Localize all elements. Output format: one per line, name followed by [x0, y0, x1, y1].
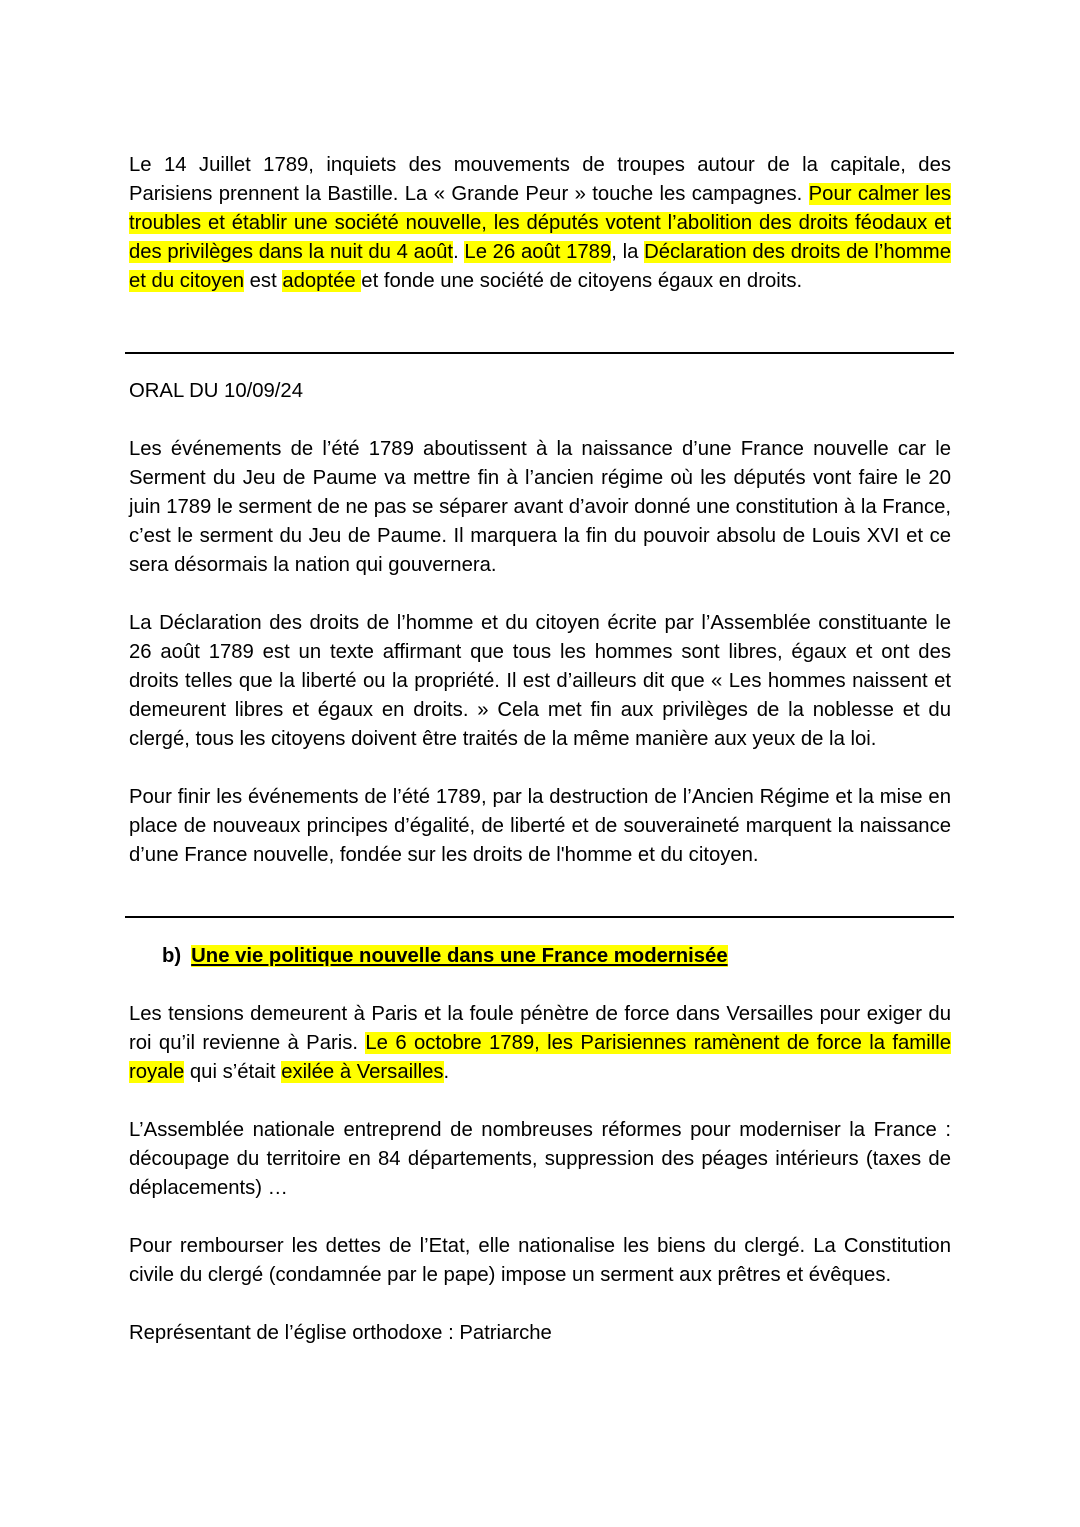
- divider: [125, 352, 954, 354]
- text-segment: .: [453, 241, 465, 263]
- paragraph: Représentant de l’église orthodoxe : Patriarche: [129, 1322, 552, 1344]
- text-segment: Le 14 Juillet 1789, inquiets des mouvements de troupes autour de la capitale, des Parisiens prennent la Bastille. La « Grande Peur » touche les campagnes.: [129, 154, 951, 205]
- oral-paragraph: Les événements de l’été 1789 aboutissent à la naissance d’une France nouvelle car le Serment du Jeu de Paume va mettre fin à l’ancien régime où les députés vont faire le 20 juin 1789 le serment de ne pas se séparer avant d’avoir donné une constitution à la France, c’est le serment du Jeu de Paume. Il marquera la fin du pouvoir absolu de Louis XVI et ce sera désormais la nation qui gouvernera.: [129, 438, 951, 576]
- paragraph-intro: [129, 151, 951, 296]
- section-title: Une vie politique nouvelle dans une France modernisée: [191, 945, 728, 967]
- document-page: [129, 151, 951, 296]
- paragraph: L’Assemblée nationale entreprend de nombreuses réformes pour moderniser la France : découpage du territoire en 84 départements, suppression des péages intérieurs (taxes de déplacements) …: [129, 1119, 951, 1199]
- highlighted-text: Déclaration des droits de l’homme et du citoyen: [129, 241, 951, 292]
- highlighted-text: Le 6 octobre 1789, les Parisiennes ramènent de force la famille royale: [129, 1032, 951, 1083]
- paragraph: [129, 1000, 951, 1087]
- section-marker: b): [162, 945, 182, 967]
- section-b: [129, 942, 951, 1348]
- divider: [125, 916, 954, 918]
- highlighted-text: adoptée: [282, 270, 362, 292]
- text-segment: Les tensions demeurent à Paris et la foule pénètre de force dans Versailles pour exiger du roi qu’il revienne à Paris.: [129, 1003, 951, 1054]
- text-segment: est: [244, 270, 283, 292]
- text-segment: , la: [611, 241, 645, 263]
- oral-paragraph: La Déclaration des droits de l’homme et du citoyen écrite par l’Assemblée constituante le 26 août 1789 est un texte affirmant que tous les hommes sont libres, égaux et ont des droits telles que la liberté ou la propriété. Il est d’ailleurs dit que « Les hommes naissent et demeurent libres et égaux en droits. » Cela met fin aux privilèges de la noblesse et du clergé, tous les citoyens doivent être traités de la même manière aux yeux de la loi.: [129, 612, 951, 750]
- highlighted-text: Pour calmer les troubles et établir une société nouvelle, les députés votent l’abolition des droits féodaux et des privilèges dans la nuit du 4 août: [129, 183, 952, 263]
- text-segment: qui s’était: [184, 1061, 282, 1083]
- highlighted-text: exilée à Versailles: [281, 1061, 444, 1083]
- oral-section: [129, 377, 951, 870]
- text-segment: et fonde une société de citoyens égaux en droits.: [361, 270, 803, 292]
- section-heading: [129, 942, 951, 971]
- oral-paragraph: Pour finir les événements de l’été 1789, par la destruction de l’Ancien Régime et la mise en place de nouveaux principes d’égalité, de liberté et de souveraineté marquent la naissance d’une France nouvelle, fondée sur les droits de l'homme et du citoyen.: [129, 786, 951, 866]
- paragraph: Pour rembourser les dettes de l’Etat, elle nationalise les biens du clergé. La Constitution civile du clergé (condamnée par le pape) impose un serment aux prêtres et évêques.: [129, 1235, 951, 1286]
- oral-title: ORAL DU 10/09/24: [129, 380, 303, 402]
- highlighted-text: Le 26 août 1789: [464, 241, 612, 263]
- text-segment: .: [443, 1061, 450, 1083]
